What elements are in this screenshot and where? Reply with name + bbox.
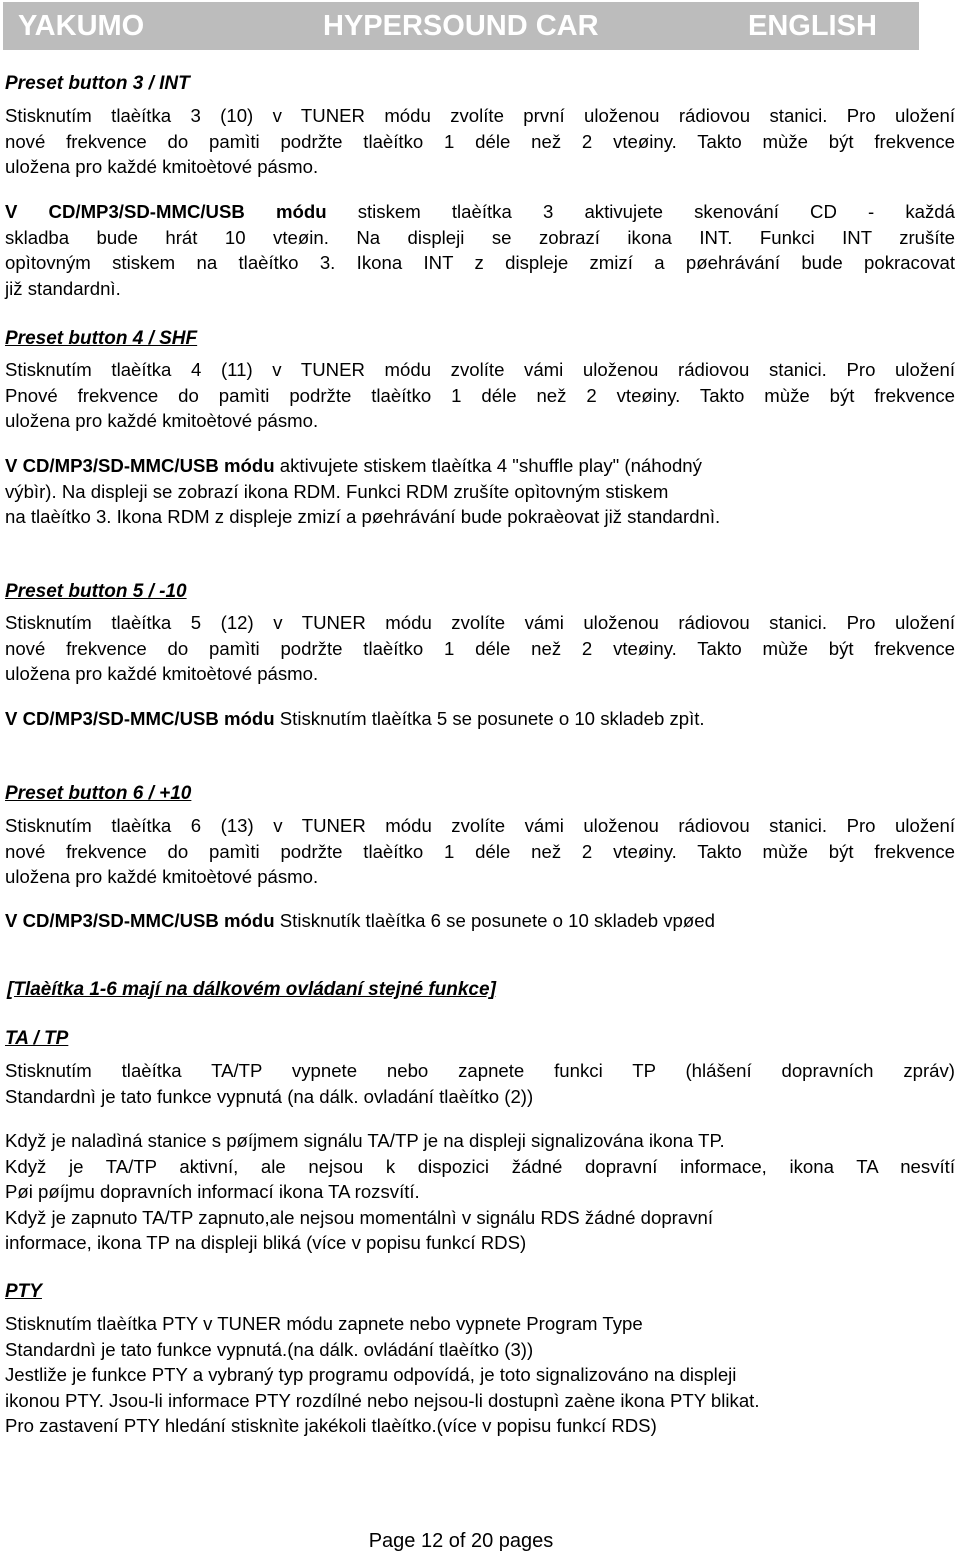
text-line: uložena pro každé kmitoètové pásmo. — [5, 156, 319, 177]
section-title: PTY — [5, 1281, 42, 1302]
section-ta-tp-details — [5, 1128, 955, 1256]
text-line: na tlaèítko 3. Ikona RDM z displeje zmizí a pøehrávání bude pokraèovat již standardnì. — [5, 506, 721, 527]
text-line: Když je TA/TP aktivní, ale nejsou k dispozici žádné dopravní informace, ikona TA nesvítí — [5, 1155, 955, 1177]
text-line: uložena pro každé kmitoètové pásmo. — [5, 866, 319, 887]
text-line: Pøi pøíjmu dopravních informací ikona TA rozsvítí. — [5, 1181, 420, 1202]
mode-label: V CD/MP3/SD-MMC/USB módu — [5, 708, 275, 729]
section-preset-6-cd-paragraph — [5, 908, 955, 934]
section-preset-5-tuner-paragraph — [5, 610, 955, 687]
text-line: výbìr). Na displeji se zobrazí ikona RDM. Funkci RDM zrušíte opìtovným stiskem — [5, 480, 669, 502]
text-fragment: stiskem tlaèítka 3 aktivujete skenování CD - každá — [326, 201, 955, 222]
section-preset-3-cd-paragraph — [5, 199, 955, 301]
text-line: Pro zastavení PTY hledání stisknìte jakékoli tlaèítko.(více v popisu funkcí RDS) — [5, 1415, 657, 1436]
text-line: nové frekvence do pamìti podržte tlaèítko 1 déle než 2 vteøiny. Takto mùže být frekvence — [5, 840, 955, 862]
text-line: uložena pro každé kmitoètové pásmo. — [5, 663, 319, 684]
text-line: již standardnì. — [5, 277, 121, 299]
page-header-bar — [3, 2, 919, 50]
text-line: Když je naladìná stanice s pøíjmem signálu TA/TP je na displeji signalizována ikona TP. — [5, 1130, 725, 1151]
text-line: Standardnì je tato funkce vypnutá (na dálk. ovladání tlaèítko (2)) — [5, 1085, 534, 1107]
mode-label: V CD/MP3/SD-MMC/USB módu — [5, 455, 275, 476]
section-preset-6-tuner-paragraph — [5, 813, 955, 890]
text-line: Stisknutím tlaèítka 6 (13) v TUNER módu zvolíte vámi uloženou rádiovou stanici. Pro uložení — [5, 815, 955, 836]
section-pty — [5, 1280, 955, 1304]
text-line: Standardnì je tato funkce vypnutá.(na dálk. ovládání tlaèítko (3)) — [5, 1338, 534, 1360]
text-fragment: aktivujete stiskem tlaèítka 4 "shuffle play" (náhodný — [274, 455, 702, 476]
text-line: informace, ikona TP na displeji bliká (více v popisu funkcí RDS) — [5, 1232, 527, 1253]
section-preset-3 — [5, 72, 955, 96]
text-fragment: Stisknutím tlaèítka 5 se posunete o 10 skladeb zpìt. — [274, 708, 705, 729]
section-pty-paragraph — [5, 1311, 955, 1439]
mode-label: V CD/MP3/SD-MMC/USB módu — [5, 910, 275, 931]
text-line: Stisknutím tlaèítka 4 (11) v TUNER módu zvolíte vámi uloženou rádiovou stanici. Pro uložení — [5, 359, 955, 380]
section-title: TA / TP — [5, 1028, 69, 1049]
text-line: Jestliže je funkce PTY a vybraný typ programu odpovídá, je toto signalizováno na displeji — [5, 1364, 737, 1385]
text-line: ikonou PTY. Jsou-li informace PTY rozdílné nebo nejsou-li dostupnì zaène ikona PTY blikat. — [5, 1389, 760, 1411]
text-line: Stisknutím tlaèítka 3 (10) v TUNER módu zvolíte první uloženou rádiovou stanici. Pro uložení — [5, 105, 955, 126]
text-line: Když je zapnuto TA/TP zapnuto,ale nejsou momentálnì v signálu RDS žádné dopravní — [5, 1206, 714, 1228]
text-line — [5, 706, 955, 732]
header-product: HYPERSOUND CAR — [323, 10, 599, 42]
text-line: Stisknutím tlaèítka PTY v TUNER módu zapnete nebo vypnete Program Type — [5, 1313, 643, 1334]
remote-control-note — [7, 978, 957, 1002]
page-number-footer: Page 12 of 20 pages — [368, 1530, 554, 1552]
section-preset-4-tuner-paragraph — [5, 357, 955, 434]
section-title: Preset button 4 / SHF — [5, 328, 198, 349]
header-brand: YAKUMO — [18, 10, 145, 42]
section-preset-3-tuner-paragraph — [5, 103, 955, 180]
section-title: Preset button 5 / -10 — [5, 581, 187, 602]
section-title: Preset button 3 / INT — [5, 73, 190, 94]
mode-label: V CD/MP3/SD-MMC/USB módu — [5, 201, 327, 222]
text-line — [5, 908, 955, 934]
text-line: Pnové frekvence do pamìti podržte tlaèítko 1 déle než 2 vteøiny. Takto mùže být frekvence — [5, 384, 955, 406]
section-ta-tp-paragraph — [5, 1058, 955, 1109]
section-preset-4 — [5, 327, 955, 351]
text-line: skladba bude hrát 10 vteøin. Na displeji se zobrazí ikona INT. Funkci INT zrušíte — [5, 226, 955, 248]
text-line: opìtovným stiskem na tlaèítko 3. Ikona INT z displeje zmizí a pøehrávání bude pokracovat — [5, 252, 955, 273]
text-line: nové frekvence do pamìti podržte tlaèítko 1 déle než 2 vteøiny. Takto mùže být frekvence — [5, 130, 955, 152]
text-line — [5, 453, 955, 479]
section-ta-tp — [5, 1027, 955, 1051]
text-line: Stisknutím tlaèítka TA/TP vypnete nebo zapnete funkci TP (hlášení dopravních zpráv) — [5, 1060, 955, 1081]
section-preset-5 — [5, 580, 955, 604]
section-preset-4-cd-paragraph — [5, 453, 955, 530]
text-fragment: Stisknutík tlaèítka 6 se posunete o 10 skladeb vpøed — [274, 910, 715, 931]
section-preset-5-cd-paragraph — [5, 706, 955, 732]
section-preset-6 — [5, 782, 955, 806]
note-text: [Tlaèítka 1-6 mají na dálkovém ovládaní stejné funkce] — [7, 979, 496, 1000]
text-line — [5, 199, 955, 225]
text-line: Stisknutím tlaèítka 5 (12) v TUNER módu zvolíte vámi uloženou rádiovou stanici. Pro uložení — [5, 612, 955, 633]
section-title: Preset button 6 / +10 — [5, 783, 192, 804]
text-line: nové frekvence do pamìti podržte tlaèítko 1 déle než 2 vteøiny. Takto mùže být frekvence — [5, 637, 955, 659]
header-language: ENGLISH — [748, 10, 877, 42]
text-line: uložena pro každé kmitoètové pásmo. — [5, 410, 319, 431]
